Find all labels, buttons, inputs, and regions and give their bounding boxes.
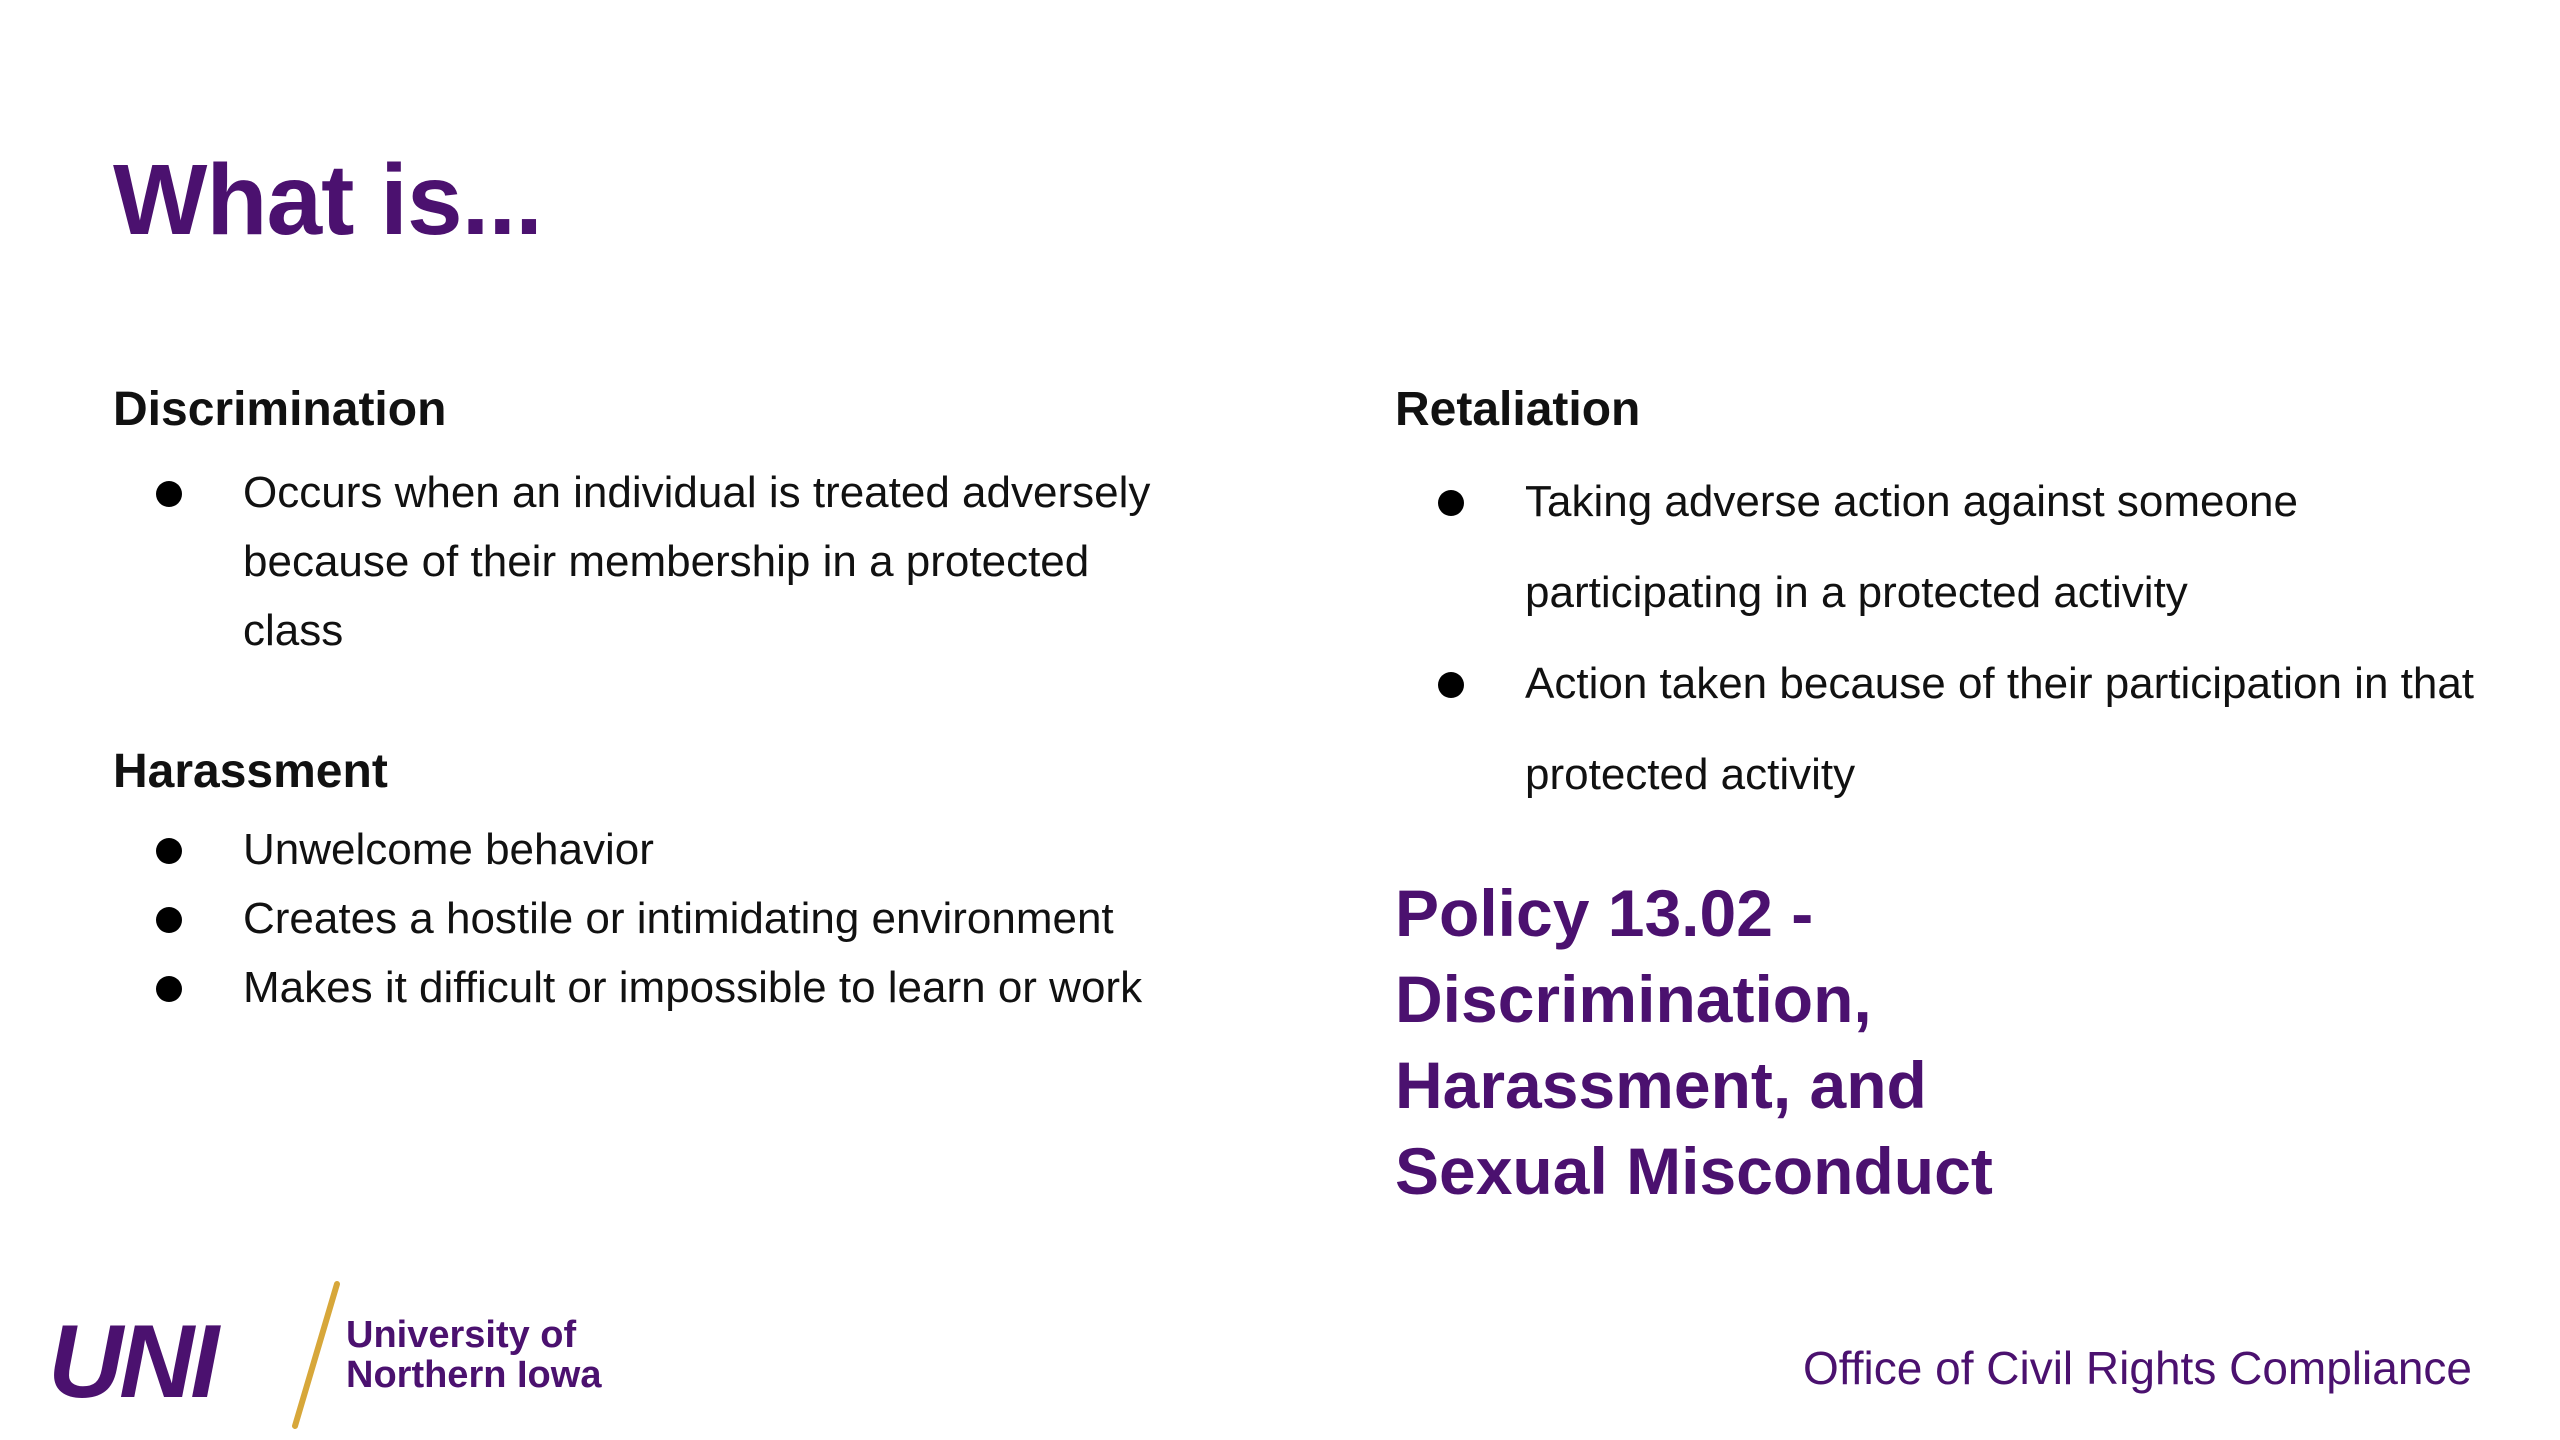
policy-title-line: Sexual Misconduct [1395, 1134, 1993, 1208]
list-item [113, 458, 1193, 665]
discrimination-list [113, 458, 1193, 665]
list-item [1395, 638, 2495, 820]
logo-line-2: Northern Iowa [346, 1354, 602, 1396]
bullet-icon [1438, 490, 1464, 516]
bullet-text: Taking adverse action against someone participating in a protected activity [1525, 477, 2298, 617]
policy-title [1395, 870, 2295, 1214]
bullet-icon [1438, 672, 1464, 698]
bullet-icon [156, 481, 182, 507]
list-item [1395, 456, 2495, 638]
retaliation-list [1395, 456, 2495, 820]
bullet-text: Action taken because of their participation in that protected activity [1525, 659, 2475, 799]
list-item [113, 953, 1193, 1022]
uni-logo [48, 1280, 648, 1430]
harassment-heading: Harassment [113, 745, 388, 798]
uni-logo-mark: UNI [48, 1304, 216, 1420]
bullet-icon [156, 976, 182, 1002]
policy-title-line: Harassment, and [1395, 1048, 1927, 1122]
slide-title: What is... [113, 144, 542, 256]
list-item [113, 884, 1193, 953]
discrimination-heading: Discrimination [113, 383, 447, 436]
retaliation-heading: Retaliation [1395, 383, 1641, 436]
bullet-text: Makes it difficult or impossible to learn or work [243, 963, 1143, 1012]
uni-logo-wordmark [346, 1315, 601, 1395]
logo-divider-slash-icon [285, 1280, 345, 1430]
policy-title-line: Discrimination, [1395, 962, 1872, 1036]
office-name: Office of Civil Rights Compliance [1803, 1342, 2472, 1394]
policy-title-line: Policy 13.02 - [1395, 876, 1814, 950]
bullet-icon [156, 838, 182, 864]
harassment-list [113, 815, 1193, 1022]
bullet-icon [156, 907, 182, 933]
logo-line-1: University of [346, 1314, 577, 1356]
bullet-text: Unwelcome behavior [243, 825, 654, 874]
bullet-text: Occurs when an individual is treated adversely because of their membership in a protected class [243, 468, 1151, 655]
bullet-text: Creates a hostile or intimidating environment [243, 894, 1114, 943]
list-item [113, 815, 1193, 884]
